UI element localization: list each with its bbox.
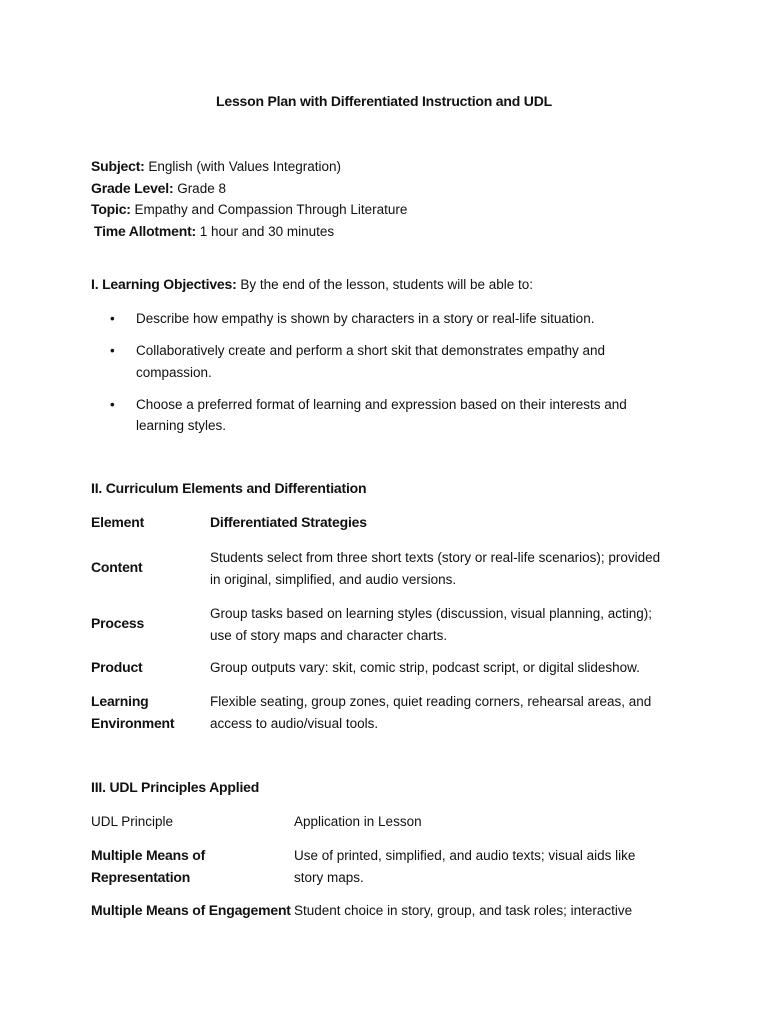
objectives-heading-label: I. Learning Objectives: (91, 276, 237, 292)
row-label: Product (91, 659, 143, 675)
row-label: Multiple Means of Engagement (91, 902, 291, 918)
meta-topic-label: Topic: (91, 201, 131, 218)
row-label: Process (91, 615, 145, 631)
meta-time-label: Time Allotment: (94, 223, 197, 240)
objective-line: Describe how empathy is shown by characters in a story or real-life situation. (136, 311, 595, 326)
meta-grade-label: Grade Level: (91, 179, 174, 196)
bullet-icon: • (110, 396, 115, 412)
lesson-meta (91, 156, 407, 243)
table-header-element: Element (91, 514, 145, 530)
row-text: Student choice in story, group, and task roles; interactive (294, 903, 633, 918)
row-text: story maps. (294, 869, 364, 885)
objective-line: Collaboratively create and perform a short skit that demonstrates empathy and (136, 343, 605, 358)
row-label: Learning (91, 693, 149, 709)
table-header-strategies: Differentiated Strategies (210, 514, 367, 530)
row-text: in original, simplified, and audio versions. (210, 571, 457, 587)
objectives-heading-text: By the end of the lesson, students will be able to: (240, 277, 534, 292)
meta-grade (91, 178, 407, 200)
list-item (110, 394, 670, 437)
objectives-list (110, 308, 670, 447)
curriculum-heading-text: II. Curriculum Elements and Differentiation (91, 480, 367, 496)
objective-line: learning styles. (136, 418, 227, 433)
row-label: Environment (91, 714, 175, 731)
meta-subject-label: Subject: (91, 158, 145, 174)
row-label: Multiple Means of (91, 847, 206, 863)
row-text: Flexible seating, group zones, quiet reading corners, rehearsal areas, and (210, 694, 652, 709)
row-text: Students select from three short texts (story or real-life scenarios); provided (210, 550, 661, 565)
row-label: Content (91, 559, 143, 575)
meta-time (91, 221, 407, 243)
list-item (110, 340, 670, 383)
bullet-icon: • (110, 311, 115, 326)
meta-grade-value: Grade 8 (177, 180, 226, 196)
list-item (110, 308, 670, 330)
row-text: use of story maps and character charts. (210, 627, 448, 643)
row-text: Group outputs vary: skit, comic strip, podcast script, or digital slideshow. (210, 660, 640, 675)
meta-topic (91, 199, 407, 221)
meta-subject-value: English (with Values Integration) (148, 159, 342, 174)
bullet-icon: • (110, 343, 115, 358)
meta-subject (91, 156, 407, 178)
udl-heading (91, 779, 259, 795)
table-header-principle: UDL Principle (91, 814, 174, 829)
meta-topic-value: Empathy and Compassion Through Literature (134, 202, 408, 218)
row-text: Use of printed, simplified, and audio texts; visual aids like (294, 848, 636, 863)
objective-line: Choose a preferred format of learning and expression based on their interests and (136, 396, 627, 412)
objective-line: compassion. (136, 364, 212, 380)
row-text: Group tasks based on learning styles (discussion, visual planning, acting); (210, 606, 652, 621)
meta-time-value: 1 hour and 30 minutes (199, 224, 335, 240)
udl-heading-text: III. UDL Principles Applied (91, 779, 260, 795)
document-title: Lesson Plan with Differentiated Instruction and UDL (216, 93, 552, 109)
table-header-application: Application in Lesson (294, 814, 422, 829)
row-text: access to audio/visual tools. (210, 715, 379, 731)
row-label: Representation (91, 868, 191, 885)
curriculum-heading (91, 480, 366, 496)
objectives-heading (91, 276, 533, 292)
